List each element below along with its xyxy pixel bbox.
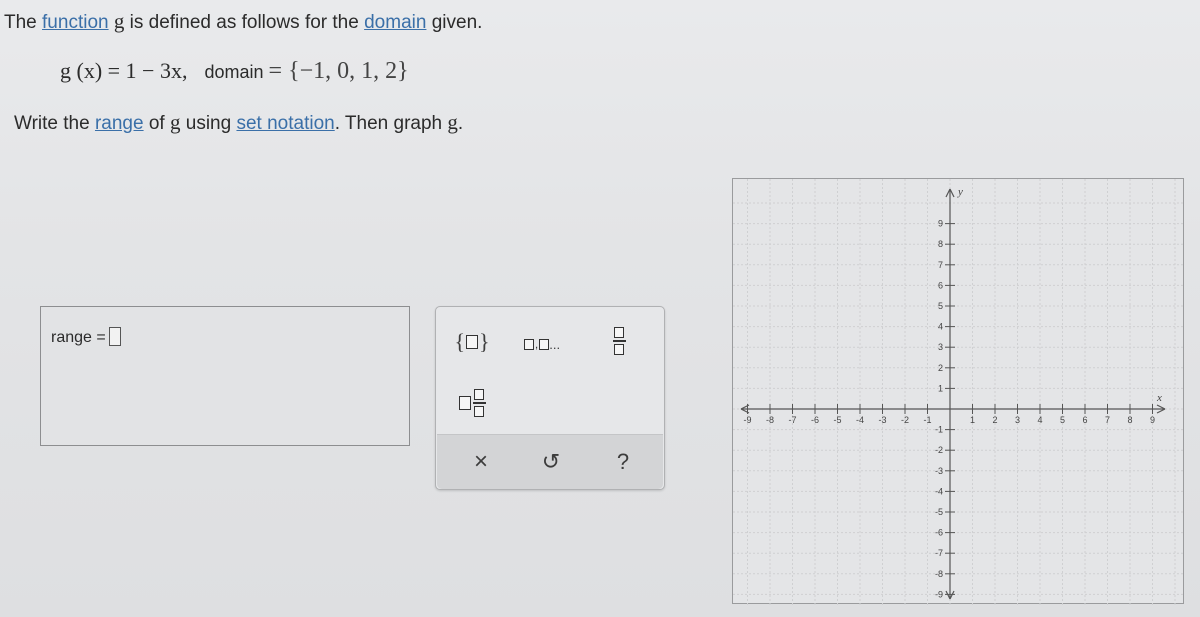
coordinate-plane[interactable] [733,179,1185,605]
x-tick-label: -1 [923,415,932,425]
palette-actions-bar [437,434,663,489]
question-line-3 [14,110,463,135]
question-text: . [457,113,464,134]
function-variable: g [113,9,125,33]
mixed-number-button[interactable] [450,383,494,423]
ellipsis-text: ... [549,336,561,352]
set-braces-button[interactable] [450,325,494,359]
x-tick-label: 5 [1059,415,1066,425]
x-tick-label: -6 [810,415,820,425]
close-icon: × [473,448,488,475]
coordinate-graph[interactable] [732,178,1184,604]
right-brace-icon: } [479,329,490,354]
fraction-icon [473,389,486,416]
x-tick-label: 4 [1037,415,1043,425]
y-tick-label: 4 [937,321,943,332]
range-answer-row [51,327,121,347]
y-tick-label: 2 [937,362,943,373]
x-tick-label: -4 [855,415,865,425]
y-tick-label: -1 [934,424,943,435]
answer-box[interactable] [40,306,410,446]
x-tick-label: 3 [1014,415,1021,425]
placeholder-square-icon [539,339,549,350]
range-label: range = [51,329,106,346]
question-text: Write the [14,113,95,134]
y-tick-label: -3 [934,465,943,476]
function-variable: g [169,110,181,134]
x-tick-label: -9 [743,415,752,425]
y-tick-label: 9 [937,218,943,229]
question-text: . Then graph [334,113,448,134]
y-tick-label: -8 [934,568,943,579]
x-tick-label: -5 [833,415,842,425]
x-tick-label: 9 [1149,415,1156,425]
question-text: is defined as follows for the [124,12,365,33]
x-tick-label: 2 [992,415,998,425]
y-tick-label: 1 [937,383,943,394]
y-tick-label: -6 [934,527,943,538]
help-button[interactable] [603,443,643,481]
x-tick-label: 6 [1082,415,1088,425]
placeholder-square-icon [524,339,534,350]
question-text: The [4,12,43,33]
question-text: using [180,113,237,134]
placeholder-square-icon [466,335,478,349]
question-text: given. [426,12,483,33]
range-input[interactable] [109,327,121,346]
x-tick-label: -2 [900,415,910,425]
x-tick-label: -7 [788,415,797,425]
y-tick-label: 5 [937,301,943,311]
domain-link[interactable]: domain [364,12,427,33]
undo-button[interactable] [531,443,571,481]
math-palette [435,306,665,490]
y-tick-label: 6 [937,280,943,291]
x-axis-label: x [1157,392,1162,404]
y-tick-label: 8 [937,239,943,250]
left-brace-icon: { [454,329,465,354]
x-tick-label: -3 [878,415,887,425]
y-tick-label: -7 [934,548,943,559]
question-text: of [143,113,170,134]
function-link[interactable]: function [42,12,109,33]
x-tick-label: 1 [969,415,976,425]
function-equation: g (x) = 1 − 3x, [60,58,188,83]
x-tick-label: 7 [1104,415,1111,425]
function-definition [60,58,409,85]
y-tick-label: -5 [934,507,943,517]
function-variable: g [447,110,458,134]
fraction-icon [613,327,626,354]
domain-set: = {−1, 0, 1, 2} [268,58,409,84]
mixed-number-icon [459,396,471,410]
list-elements-button[interactable]: , ... [512,329,572,359]
y-tick-label: 7 [937,259,943,270]
range-link[interactable]: range [94,113,144,134]
domain-label: domain [204,62,264,82]
x-tick-label: -8 [765,415,775,425]
y-tick-label: -9 [934,589,943,600]
y-axis-label: y [958,186,963,198]
set-notation-link[interactable]: set notation [236,113,335,134]
y-tick-label: 3 [937,342,943,353]
clear-button[interactable] [461,443,501,481]
fraction-button[interactable] [602,321,636,361]
y-tick-label: -4 [934,486,943,497]
undo-icon: ↺ [541,449,561,474]
question-line-1 [4,9,482,34]
x-tick-label: 8 [1127,415,1133,425]
y-tick-label: -2 [934,445,943,456]
help-icon: ? [616,449,630,474]
